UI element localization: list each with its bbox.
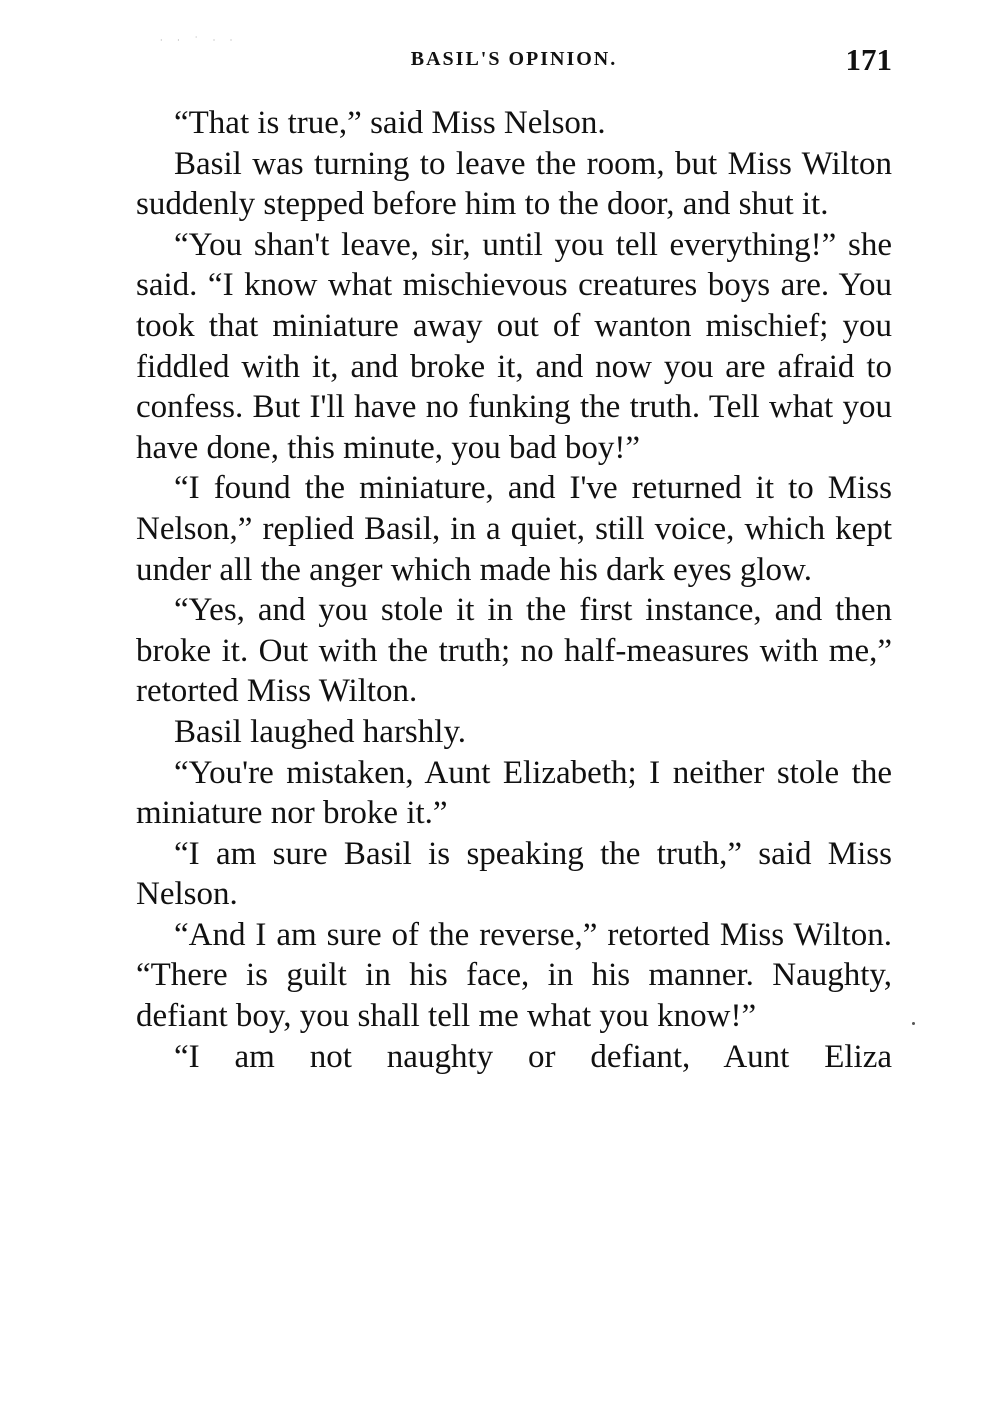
paragraph: “I found the miniature, and I've returned it to Miss Nelson,” replied Basil, in a quiet, still voice, which kept under all the anger which made his dark eyes glow.: [136, 470, 892, 588]
paragraph: Basil was turning to leave the room, but Miss Wilton suddenly stepped before him to the door, and shut it.: [136, 145, 892, 223]
paragraph: “I am sure Basil is speaking the truth,” said Miss Nelson.: [136, 835, 892, 913]
print-speck: [912, 1022, 915, 1025]
paragraph: “And I am sure of the reverse,” retorted Miss Wilton. “There is guilt in his face, in his manner. Naughty, defiant boy, you shall tell me what you know!”: [136, 916, 892, 1035]
paragraph: “That is true,” said Miss Nelson.: [174, 105, 606, 141]
paragraph: “Yes, and you stole it in the first instance, and then broke it. Out with the truth; no half-measures with me,” retorted Miss Wilton.: [136, 592, 892, 710]
paragraph: Basil laughed harshly.: [174, 713, 467, 750]
body-text: [136, 103, 892, 1077]
page-number: 171: [845, 42, 892, 77]
paragraph-continued: “I am not naughty or defiant, Aunt Eliza: [174, 1038, 892, 1075]
print-specks: · · ˙ · ·: [160, 36, 239, 45]
paragraph: “You're mistaken, Aunt Elizabeth; I neither stole the miniature nor broke it.”: [136, 754, 892, 832]
running-title: BASIL'S OPINION.: [410, 48, 618, 70]
page-header: [136, 42, 892, 82]
paragraph: “You shan't leave, sir, until you tell everything!” she said. “I know what mischievous creatures boys are. You took that miniature away out of wanton mischief; you fiddled with it, and broke it, and now you are afraid to confess. But I'll have no funking the truth. Tell what you have done, this minute, you bad boy!”: [136, 226, 892, 466]
